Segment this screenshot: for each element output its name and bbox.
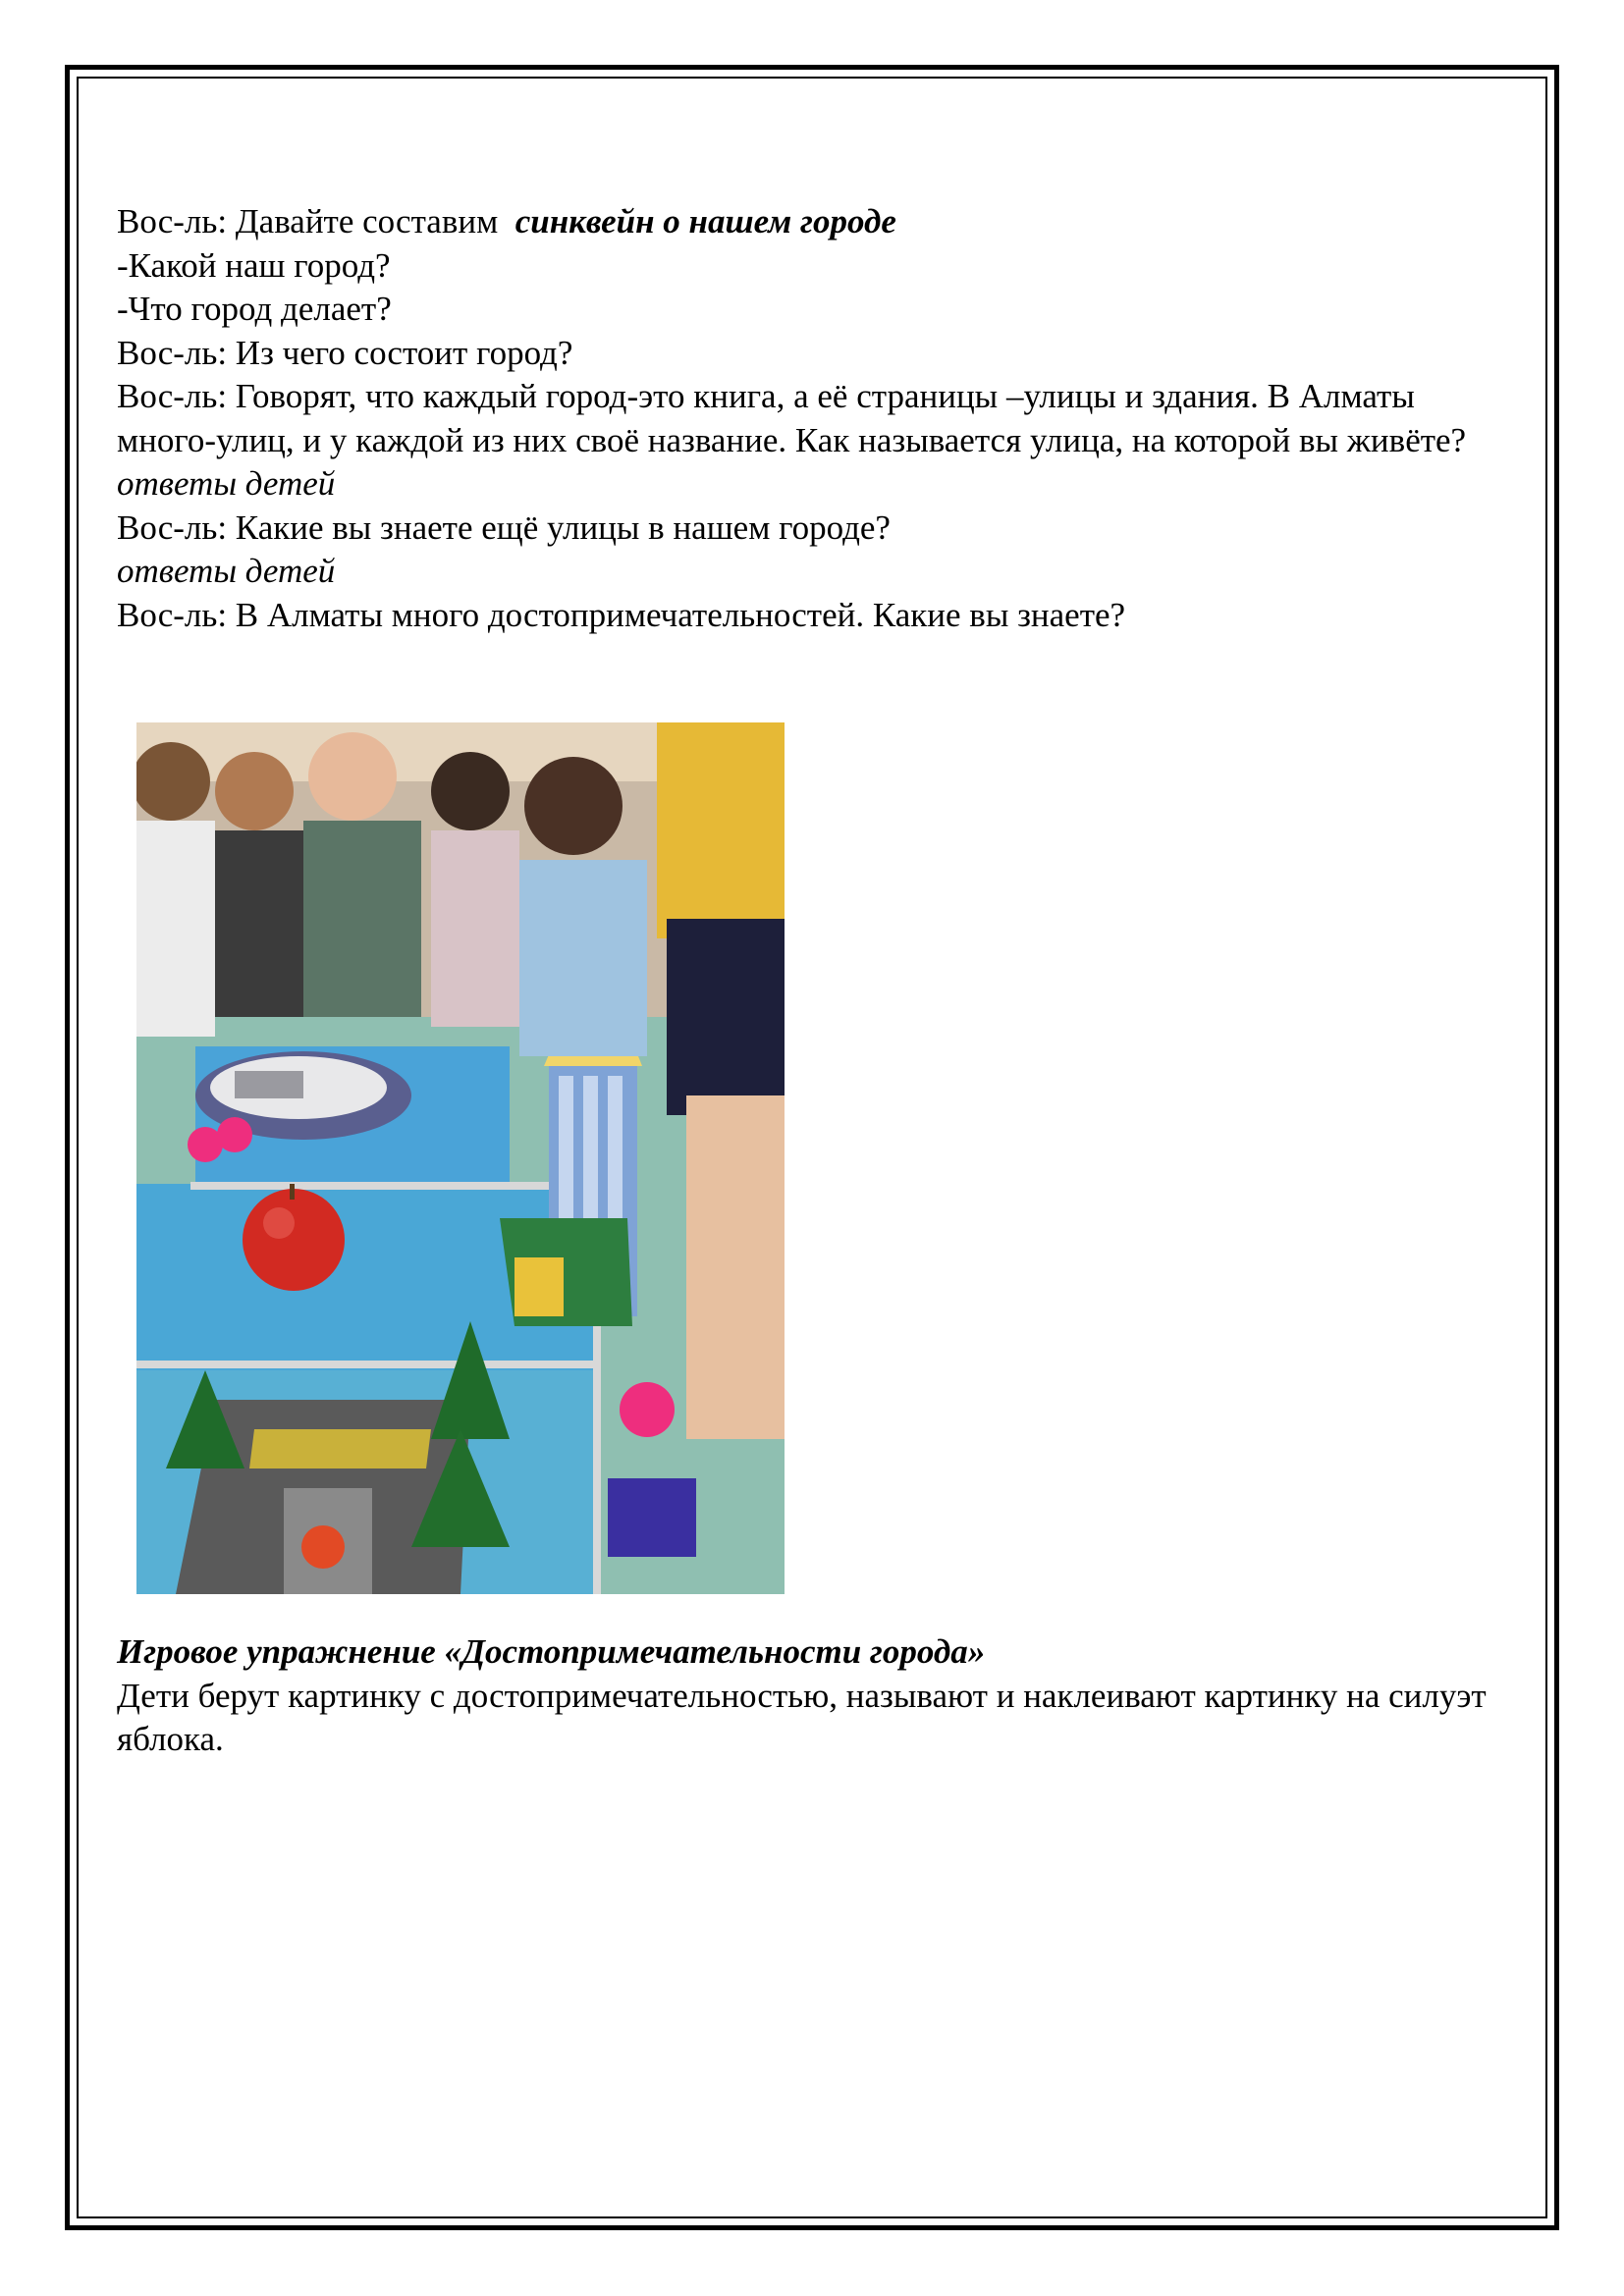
teacher-line: Вос-ль: Какие вы знаете ещё улицы в нашем городе? xyxy=(117,507,891,547)
exercise-title: Игровое упражнение «Достопримечательности города» xyxy=(117,1632,986,1671)
exercise-section xyxy=(117,1630,1511,1762)
emphasis-synquain: синквейн о нашем городе xyxy=(514,202,896,240)
classroom-photo xyxy=(136,722,785,1594)
document-body xyxy=(117,200,1511,637)
question-line: -Что город делает? xyxy=(117,290,392,328)
question-line: -Какой наш город? xyxy=(117,245,391,285)
teacher-line: Вос-ль: Говорят, что каждый город-это книга, а её страницы –улицы и здания. В Алматы много-улиц, и у каждой из них своё название. Как называется улица, на которой вы живёте? xyxy=(117,377,1467,459)
children-answers: ответы детей xyxy=(117,552,336,590)
exercise-text: Дети берут картинку с достопримечательностью, называют и наклеивают картинку на силуэт яблока. xyxy=(117,1676,1487,1758)
teacher-line: Вос-ль: Давайте составим xyxy=(117,202,515,240)
teacher-line: Вос-ль: Из чего состоит город? xyxy=(117,333,573,372)
children-answers: ответы детей xyxy=(117,464,336,503)
teacher-line: Вос-ль: В Алматы много достопримечательностей. Какие вы знаете? xyxy=(117,595,1126,634)
paragraph-synquain xyxy=(117,200,1511,244)
